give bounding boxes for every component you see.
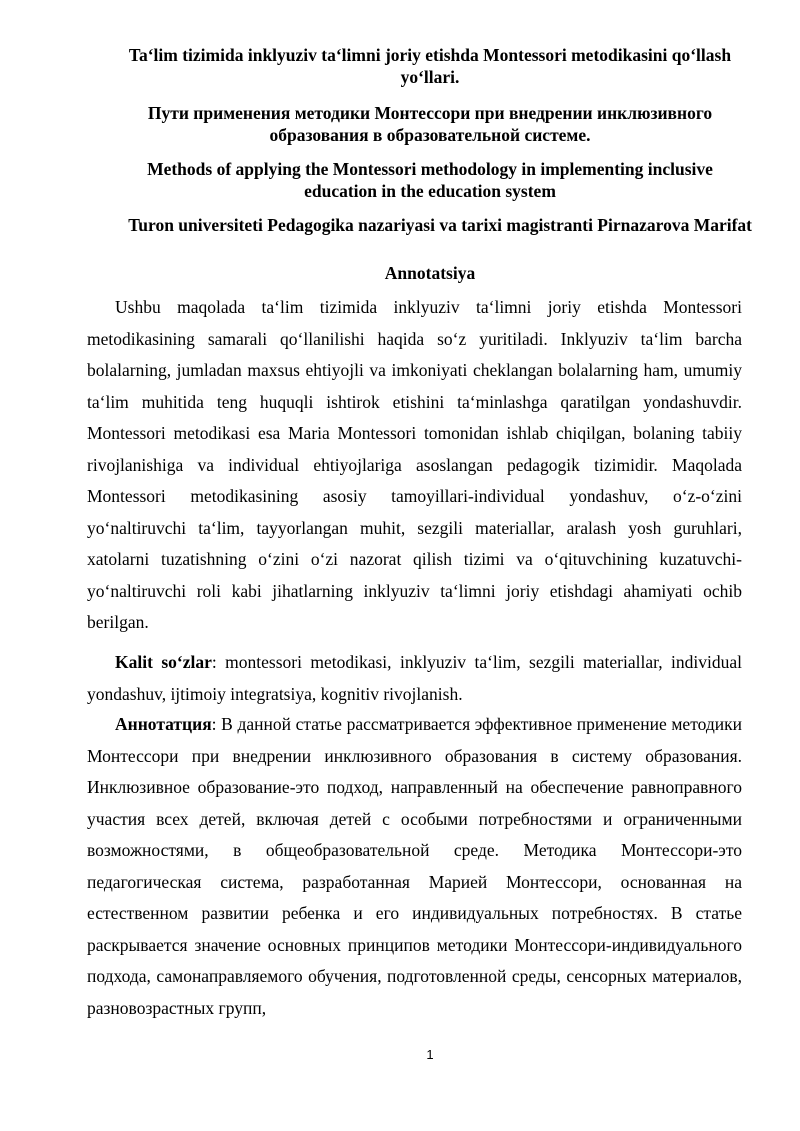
keywords-text: : montessori metodikasi, inklyuziv ta‘lim, sezgili materiallar, individual yondashuv, ijtimoiy integratsiya, kognitiv rivojlanish.	[87, 652, 742, 704]
title-russian: Пути применения методики Монтессори при внедрении инклюзивного образования в образовательной системе.	[147, 103, 713, 145]
annotation-ru-text: : В данной статье рассматривается эффективное применение методики Монтессори при внедрении инклюзивного образования в систему образования. Инклюзивное образование-это подход, направленный на обеспечение равноправного участия всех детей, включая детей с особыми потребностями и ограниченными возможностями, в общеобразовательной среде. Методика Монтессори-это педагогическая система, разработанная Марией Монтессори, основанная на естественном развитии ребенка и его индивидуальных потребностях. В статье раскрывается значение основных принципов методики Монтессори-индивидуального подхода, самонаправляемого обучения, подготовленной среды, сенсорных материалов, разновозрастных групп,	[87, 714, 742, 1018]
annotation-ru-label: Аннотатция	[115, 714, 212, 734]
title-uzbek: Ta‘lim tizimida inklyuziv ta‘limni joriy etishda Montessori metodikasini qo‘llash yo‘llari.	[128, 45, 732, 87]
keywords-paragraph	[87, 647, 742, 710]
keywords-label: Kalit so‘zlar	[115, 652, 212, 672]
annotation-heading: Annotatsiya	[384, 263, 476, 283]
page-number: 1	[426, 1047, 434, 1062]
annotation-paragraph: Ushbu maqolada ta‘lim tizimida inklyuziv ta‘limni joriy etishda Montessori metodikasining samarali qo‘llanilishi haqida so‘z yuritiladi. Inklyuziv ta‘lim barcha bolalarning, jumladan maxsus ehtiyojli va imkoniyati cheklangan bolalarning ham, umumiy ta‘lim muhitida teng huquqli ishtirok etishini ta‘minlashga qaratilgan yondashuvdir. Montessori metodikasi esa Maria Montessori tomonidan ishlab chiqilgan, bolaning tabiiy rivojlanishiga va individual ehtiyojlariga asoslangan pedagogik tizimidir. Maqolada Montessori metodikasining asosiy tamoyillari-individual yondashuv, o‘z-o‘zini yo‘naltiruvchi ta‘lim, tayyorlangan muhit, sezgili materiallar, aralash yosh guruhlari, xatolarni tuzatishning o‘zini o‘zi nazorat qilish tizimi va o‘qituvchining kuzatuvchi-yo‘naltiruvchi roli kabi jihatlarning inklyuziv ta‘limni joriy etishdagi ahamiyati ochib berilgan.	[87, 297, 742, 632]
author-line: Turon universiteti Pedagogika nazariyasi va tarixi magistranti Pirnazarova Marifat	[128, 215, 752, 235]
title-english: Methods of applying the Montessori methodology in implementing inclusive education in the education system	[147, 159, 713, 201]
annotation-ru-paragraph	[87, 709, 742, 1024]
